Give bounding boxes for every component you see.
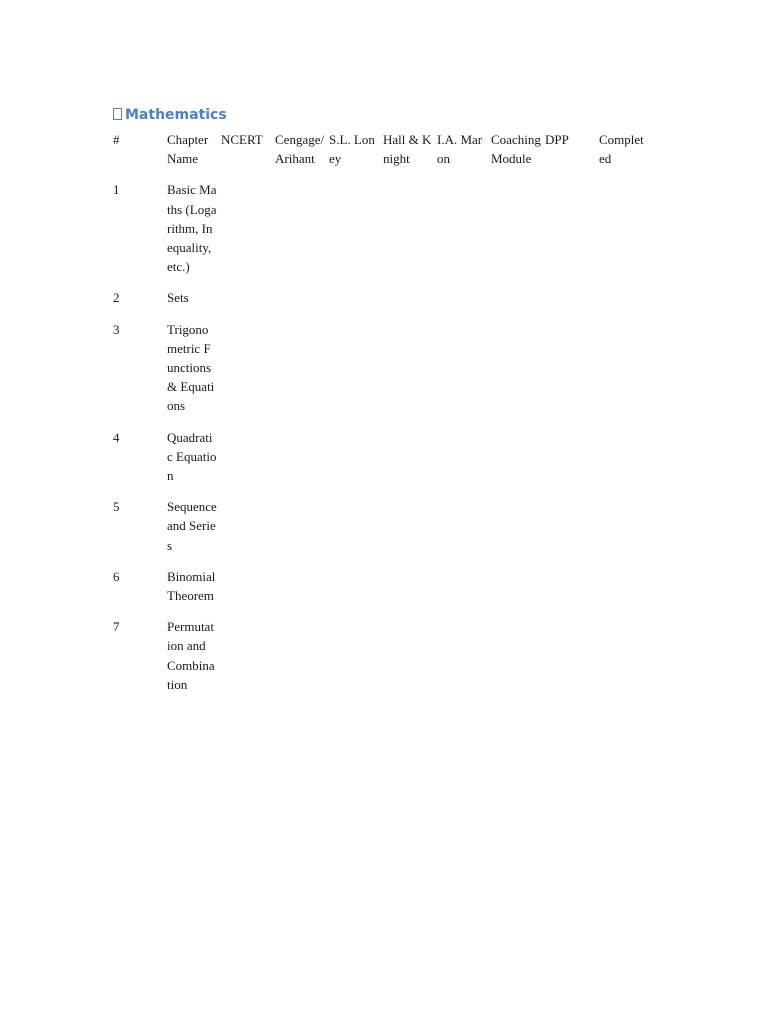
table-row — [113, 320, 653, 428]
hall-knight-cell — [383, 567, 437, 617]
ia-maron-cell — [437, 428, 491, 498]
dpp-cell — [545, 320, 599, 428]
table-row — [113, 428, 653, 498]
cengage-arihant-cell — [275, 288, 329, 319]
chapter-name: Sequence and Series — [167, 499, 217, 553]
sl-loney-cell — [329, 180, 383, 288]
document-page — [113, 104, 653, 706]
table-row — [113, 288, 653, 319]
dpp-cell — [545, 567, 599, 617]
ia-maron-cell — [437, 180, 491, 288]
coaching-module-cell — [491, 180, 545, 288]
sl-loney-cell — [329, 567, 383, 617]
ncert-cell — [221, 428, 275, 498]
row-number: 2 — [113, 290, 120, 306]
coaching-module-cell — [491, 617, 545, 706]
row-number: 3 — [113, 321, 120, 337]
dpp-cell — [545, 180, 599, 288]
column-header-completed: Completed — [599, 132, 644, 167]
completed-cell — [599, 288, 653, 319]
dpp-cell — [545, 497, 599, 567]
ia-maron-cell — [437, 288, 491, 319]
ia-maron-cell — [437, 320, 491, 428]
hall-knight-cell — [383, 180, 437, 288]
chapter-name: Trigonometric Functions & Equations — [167, 321, 215, 414]
ncert-cell — [221, 567, 275, 617]
column-header-cengage-arihant: Cengage/ Arihant — [275, 132, 325, 167]
column-header-ia-maron: I.A. Maron — [437, 132, 483, 167]
column-header-hall-knight: Hall & Knight — [383, 132, 432, 167]
chapter-name: Basic Maths (Logarithm, Inequality, etc.) — [167, 182, 217, 275]
completed-cell — [599, 567, 653, 617]
ncert-cell — [221, 180, 275, 288]
coaching-module-cell — [491, 320, 545, 428]
sl-loney-cell — [329, 497, 383, 567]
missing-glyph-icon — [113, 108, 122, 120]
column-header-ncert: NCERT — [221, 132, 263, 147]
ncert-cell — [221, 617, 275, 706]
ncert-cell — [221, 497, 275, 567]
sl-loney-cell — [329, 320, 383, 428]
column-header-dpp: DPP — [545, 132, 569, 147]
row-number: 4 — [113, 429, 120, 445]
section-title: Mathematics — [125, 107, 227, 123]
dpp-cell — [545, 288, 599, 319]
hall-knight-cell — [383, 320, 437, 428]
table-row — [113, 617, 653, 706]
hall-knight-cell — [383, 428, 437, 498]
chapter-name: Permutation and Combination — [167, 619, 215, 692]
hall-knight-cell — [383, 288, 437, 319]
ia-maron-cell — [437, 617, 491, 706]
chapter-name: Sets — [167, 290, 189, 306]
completed-cell — [599, 617, 653, 706]
coaching-module-cell — [491, 497, 545, 567]
dpp-cell — [545, 428, 599, 498]
row-number: 5 — [113, 499, 120, 515]
column-header-chapter-name: Chapter Name — [167, 132, 209, 167]
completed-cell — [599, 320, 653, 428]
coaching-module-cell — [491, 428, 545, 498]
table-row — [113, 497, 653, 567]
table-row — [113, 567, 653, 617]
dpp-cell — [545, 617, 599, 706]
cengage-arihant-cell — [275, 428, 329, 498]
ia-maron-cell — [437, 567, 491, 617]
ia-maron-cell — [437, 497, 491, 567]
column-header-coaching-module: Coaching Module — [491, 132, 541, 167]
cengage-arihant-cell — [275, 320, 329, 428]
sl-loney-cell — [329, 288, 383, 319]
cengage-arihant-cell — [275, 567, 329, 617]
sl-loney-cell — [329, 428, 383, 498]
completed-cell — [599, 428, 653, 498]
cengage-arihant-cell — [275, 180, 329, 288]
ncert-cell — [221, 288, 275, 319]
coaching-module-cell — [491, 288, 545, 319]
row-number: 6 — [113, 568, 120, 584]
row-number: 1 — [113, 182, 120, 198]
row-number: 7 — [113, 619, 120, 635]
section-heading — [113, 104, 653, 126]
chapter-tracker-table — [113, 130, 653, 706]
chapter-name: Quadratic Equation — [167, 429, 217, 484]
cengage-arihant-cell — [275, 617, 329, 706]
sl-loney-cell — [329, 617, 383, 706]
table-row — [113, 180, 653, 288]
column-header-number: # — [113, 132, 120, 147]
completed-cell — [599, 497, 653, 567]
completed-cell — [599, 180, 653, 288]
coaching-module-cell — [491, 567, 545, 617]
chapter-name: Binomial Theorem — [167, 568, 216, 604]
column-header-sl-loney: S.L. Loney — [329, 132, 375, 167]
hall-knight-cell — [383, 497, 437, 567]
table-header-row — [113, 130, 653, 180]
ncert-cell — [221, 320, 275, 428]
cengage-arihant-cell — [275, 497, 329, 567]
hall-knight-cell — [383, 617, 437, 706]
